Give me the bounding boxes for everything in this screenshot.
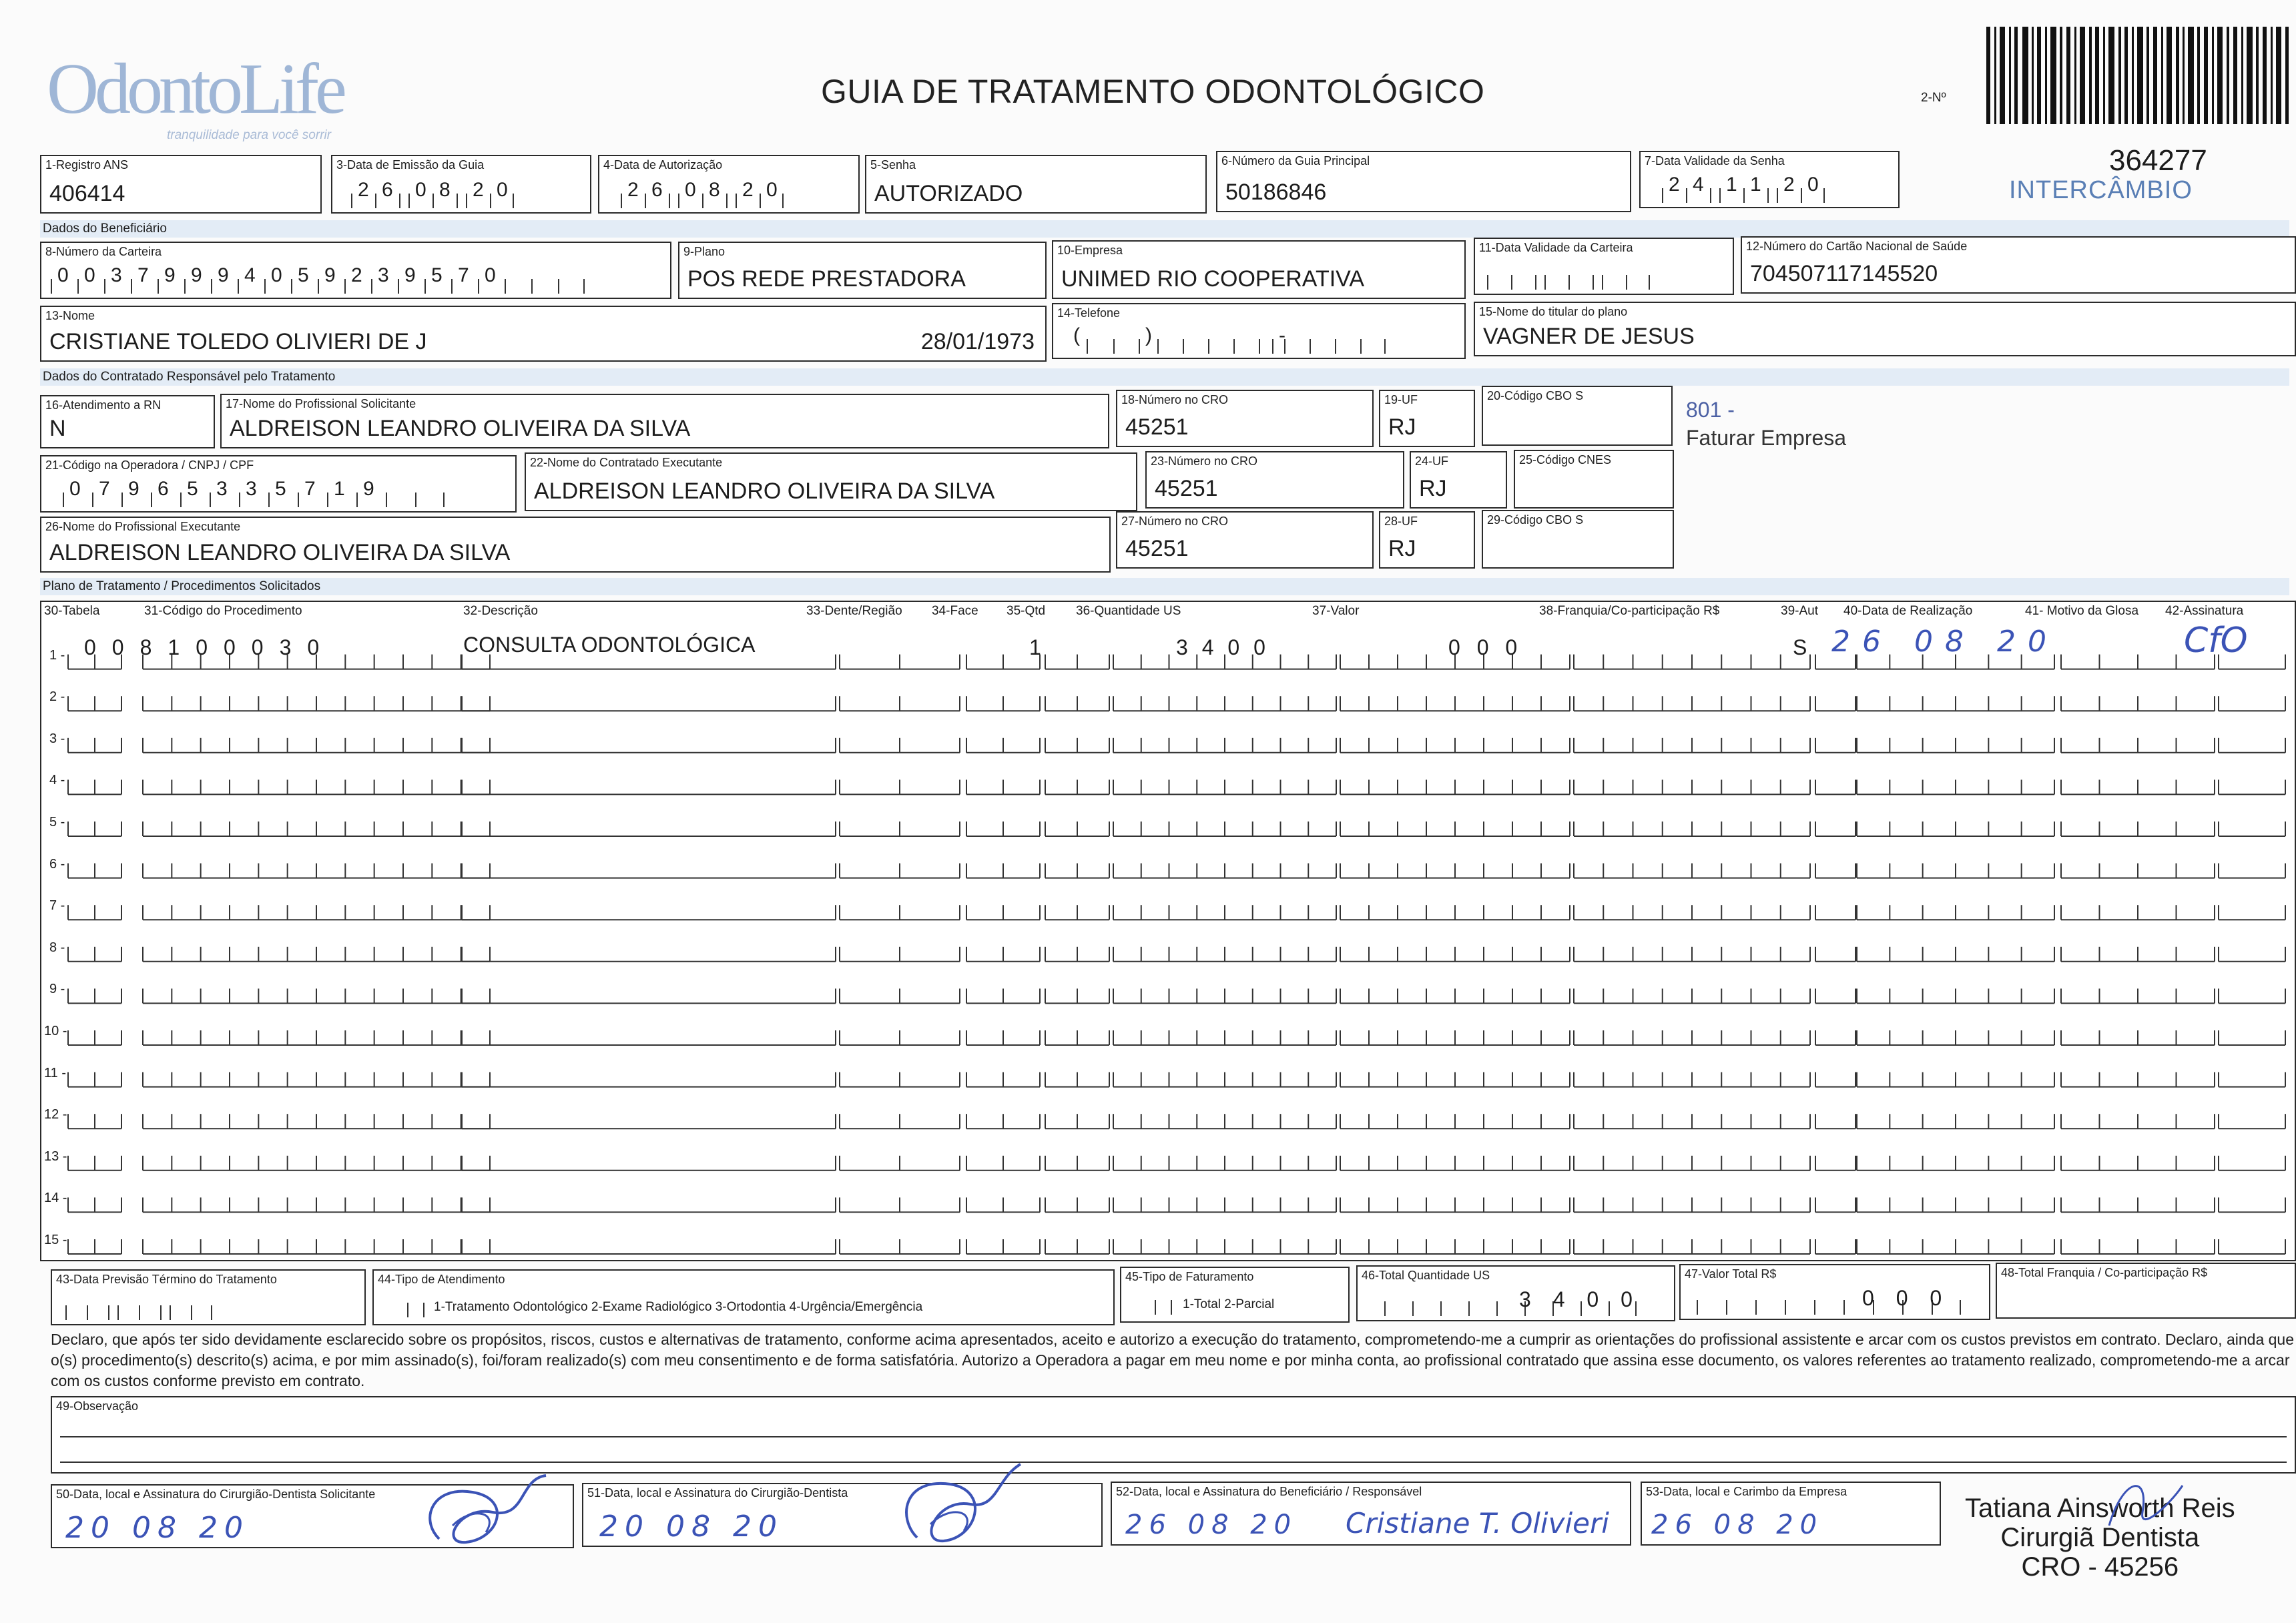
col-face: 34-Face — [932, 604, 978, 618]
registration-number: 364277 — [2109, 144, 2207, 177]
uf-executante-value: RJ — [1388, 536, 1416, 561]
row-number: 10 - — [44, 1024, 67, 1038]
field-nome[interactable]: 13-Nome CRISTIANE TOLEDO OLIVIERI DE J 28/01/1973 — [40, 306, 1047, 362]
field-total-qtd-us[interactable]: 46-Total Quantidade US 3 4 0 0 — [1356, 1265, 1675, 1321]
note-801: 801 - — [1686, 398, 1735, 422]
assinatura-beneficiario-date: 26 08 20 — [1125, 1510, 1298, 1540]
cro-solicitante-value: 45251 — [1125, 414, 1189, 440]
field-data-previsao[interactable]: 43-Data Previsão Término do Tratamento — [51, 1269, 366, 1325]
col-assinatura: 42-Assinatura — [2165, 604, 2244, 618]
procedures-grid — [41, 602, 2295, 1260]
row-number: 5 - — [49, 815, 65, 830]
field-cro-solicitante[interactable]: 18-Número no CRO 45251 — [1116, 390, 1374, 447]
row-number: 9 - — [49, 982, 65, 997]
declaration-text: Declaro, que após ter sido devidamente esclarecido sobre os propósitos, riscos, custos e alternativas de tratamento, conforme acima apresentados, aceito e autorizo a execução do tratamento, comprometendo-me a cumprir as orientações do profissional assistente e arcar com os custos previstos em contrato. Declaro, ainda que o(s) procedimento(s) descrito(s) acima, e por mim assinado(s), foi/foram realizado(s) com meu consentimento e de forma satisfatória. Autorizo a Operadora a pagar em meu nome e por minha conta, ao profissional contratado que assina esse documento, os valores referentes ao tratamento realizado, comprometendo-me a arcar com os custos conforme previsto em contrato. — [51, 1331, 2294, 1389]
field-contratado-executante[interactable]: 22-Nome do Contratado Executante ALDREISON LEANDRO OLIVEIRA DA SILVA — [525, 452, 1137, 511]
field-empresa[interactable]: 10-Empresa UNIMED RIO COOPERATIVA — [1052, 240, 1466, 299]
col-qtd: 35-Qtd — [1007, 604, 1046, 618]
odontolife-logo — [47, 49, 360, 153]
barcode-icon — [1986, 27, 2293, 124]
row1-aut: S — [1793, 635, 1807, 659]
cro-contratado-value: 45251 — [1155, 476, 1218, 501]
field-plano[interactable]: 9-Plano POS REDE PRESTADORA — [678, 242, 1047, 299]
cartao-nacional-value: 704507117145520 — [1750, 261, 1938, 286]
col-data-realizacao: 40-Data de Realização — [1843, 604, 1973, 618]
tipo-faturamento-options: 1-Total 2-Parcial — [1183, 1297, 1275, 1311]
uf-solicitante-value: RJ — [1388, 414, 1416, 440]
row1-data-realizacao: 26 08 20 — [1831, 625, 2058, 659]
field-cro-contratado[interactable]: 23-Número no CRO 45251 — [1145, 451, 1404, 509]
note-faturar-empresa: Faturar Empresa — [1686, 426, 1847, 450]
row-number: 11 - — [44, 1065, 66, 1080]
empresa-value: UNIMED RIO COOPERATIVA — [1061, 266, 1365, 292]
stamp-signature-icon — [2102, 1466, 2196, 1539]
row-number: 6 - — [49, 856, 65, 872]
signature-solicitante-icon — [412, 1466, 559, 1552]
field-cro-executante[interactable]: 27-Número no CRO 45251 — [1116, 511, 1374, 569]
signature-dentista-icon — [884, 1457, 1031, 1551]
field-valor-total[interactable]: 47-Valor Total R$ 0 0 0 — [1679, 1264, 1990, 1320]
nome-value: CRISTIANE TOLEDO OLIVIERI DE J — [49, 329, 427, 354]
assinatura-beneficiario-name: Cristiane T. Olivieri — [1346, 1507, 1609, 1540]
atendimento-rn-value: N — [49, 416, 66, 441]
field-cnes[interactable]: 25-Código CNES — [1514, 450, 1674, 509]
valor-total-value: 0 0 0 — [1862, 1286, 1950, 1310]
codigo-operadora-digits: 0 7 9 6 5 3 3 5 7 1 9 — [63, 480, 445, 507]
field-cartao-nacional[interactable]: 12-Número do Cartão Nacional de Saúde 704507117145520 — [1741, 236, 2296, 294]
field-telefone[interactable]: 14-Telefone ( ) - — [1052, 303, 1466, 359]
row-number: 8 - — [49, 940, 65, 955]
validade-senha-digits: 2 4 1 1 2 0 — [1662, 176, 1825, 203]
field-guia-principal[interactable]: 6-Número da Guia Principal 50186846 — [1216, 151, 1631, 212]
col-tabela: 30-Tabela — [44, 604, 100, 618]
field-cbo-solicitante[interactable]: 20-Código CBO S — [1482, 386, 1673, 446]
data-emissao-digits: 2 6 0 8 2 0 — [351, 182, 514, 208]
plano-value: POS REDE PRESTADORA — [687, 266, 966, 292]
row1-qtd-us: 3 4 0 0 — [1176, 635, 1269, 659]
row1-valor: 0 0 0 — [1448, 635, 1523, 659]
col-motivo-glosa: 41- Motivo da Glosa — [2025, 604, 2139, 618]
intercambio-label: INTERCÂMBIO — [2009, 176, 2193, 204]
col-qtd-us: 36-Quantidade US — [1076, 604, 1181, 618]
tipo-atendimento-options: 1-Tratamento Odontológico 2-Exame Radiológico 3-Ortodontia 4-Urgência/Emergência — [434, 1300, 923, 1314]
field-validade-senha[interactable]: 7-Data Validade da Senha 2 4 1 1 2 0 — [1639, 151, 1900, 208]
field-data-emissao[interactable]: 3-Data de Emissão da Guia 2 6 0 8 2 0 — [331, 155, 591, 214]
field-validade-carteira[interactable]: 11-Data Validade da Carteira — [1474, 238, 1734, 295]
assinatura-solicitante-date: 20 08 20 — [65, 1511, 250, 1545]
stamp-cro: CRO - 45256 — [2021, 1552, 2179, 1582]
stamp-role: Cirurgiã Dentista — [2000, 1523, 2200, 1552]
data-autorizacao-digits: 2 6 0 8 2 0 — [621, 182, 784, 208]
field-data-autorizacao[interactable]: 4-Data de Autorização 2 6 0 8 2 0 — [598, 155, 860, 214]
field-observacao[interactable]: 49-Observação — [51, 1396, 2296, 1474]
contratado-executante-value: ALDREISON LEANDRO OLIVEIRA DA SILVA — [534, 478, 995, 504]
col-franquia: 38-Franquia/Co-participação R$ — [1539, 604, 1720, 618]
senha-value: AUTORIZADO — [874, 181, 1023, 206]
field-atendimento-rn[interactable]: 16-Atendimento a RN N — [40, 395, 215, 448]
section-plano-tratamento: Plano de Tratamento / Procedimentos Solicitados — [40, 578, 2289, 595]
row1-qtd: 1 — [1029, 635, 1041, 659]
col-valor: 37-Valor — [1312, 604, 1360, 618]
numero-carteira-digits: 0 0 3 7 9 9 9 4 0 5 9 2 3 9 5 7 0 — [51, 267, 585, 294]
field-codigo-operadora[interactable]: 21-Código na Operadora / CNPJ / CPF 0 7 9 6 5 3 3 5 7 1 9 — [40, 455, 517, 513]
section-contratado: Dados do Contratado Responsável pelo Tratamento — [40, 368, 2289, 386]
logo-text: OdontoLife — [47, 49, 343, 129]
field-senha[interactable]: 5-Senha AUTORIZADO — [865, 155, 1207, 214]
row1-codigo: 008100030 — [84, 635, 336, 659]
col-dente: 33-Dente/Região — [806, 604, 902, 618]
field-cbo-executante[interactable]: 29-Código CBO S — [1482, 510, 1674, 569]
field-profissional-solicitante[interactable]: 17-Nome do Profissional Solicitante ALDREISON LEANDRO OLIVEIRA DA SILVA — [220, 394, 1109, 448]
row-number: 2 - — [49, 689, 65, 705]
field-assinatura-solicitante[interactable]: 50-Data, local e Assinatura do Cirurgião-Dentista Solicitante 20 08 20 — [51, 1484, 574, 1548]
row-number: 1 - — [49, 647, 65, 663]
row-number: 13 - — [44, 1149, 67, 1164]
field-numero-carteira[interactable]: 8-Número da Carteira 0 0 3 7 9 9 9 4 0 5 9 2 3 9 5 7 0 — [40, 242, 671, 299]
col-descricao: 32-Descrição — [463, 604, 538, 618]
field-tipo-atendimento[interactable]: 44-Tipo de Atendimento 1-Tratamento Odontológico 2-Exame Radiológico 3-Ortodontia 4-Urgência/Emergência — [372, 1269, 1115, 1325]
page-title: GUIA DE TRATAMENTO ODONTOLÓGICO — [821, 73, 1485, 110]
row-number: 4 - — [49, 773, 65, 788]
field-assinatura-beneficiario[interactable]: 52-Data, local e Assinatura do Beneficiário / Responsável 26 08 20 Cristiane T. Olivieri — [1111, 1482, 1631, 1546]
logo-tagline: tranquilidade para você sorrir — [167, 128, 332, 142]
assinatura-dentista-date: 20 08 20 — [599, 1510, 784, 1544]
field-uf-contratado[interactable]: 24-UF RJ — [1410, 451, 1507, 509]
titular-value: VAGNER DE JESUS — [1483, 324, 1695, 349]
field-carimbo-empresa[interactable]: 53-Data, local e Carimbo da Empresa 26 08 20 — [1641, 1482, 1941, 1546]
row-number: 3 - — [49, 731, 65, 746]
col-codigo: 31-Código do Procedimento — [144, 604, 302, 618]
stamp-name: Tatiana Ainsworth Reis — [1965, 1494, 2235, 1523]
doc-number-label: 2-Nº — [1921, 91, 1946, 105]
section-beneficiario: Dados do Beneficiário — [40, 220, 2289, 238]
registro-ans-value: 406414 — [49, 181, 125, 206]
field-uf-executante[interactable]: 28-UF RJ — [1379, 511, 1475, 569]
field-profissional-executante[interactable]: 26-Nome do Profissional Executante ALDREISON LEANDRO OLIVEIRA DA SILVA — [40, 517, 1111, 573]
total-qtd-us-value: 3 4 0 0 — [1519, 1287, 1641, 1311]
profissional-executante-value: ALDREISON LEANDRO OLIVEIRA DA SILVA — [49, 540, 511, 565]
row1-descricao: CONSULTA ODONTOLÓGICA — [463, 633, 756, 657]
col-aut: 39-Aut — [1781, 604, 1818, 618]
profissional-solicitante-value: ALDREISON LEANDRO OLIVEIRA DA SILVA — [230, 416, 691, 441]
uf-contratado-value: RJ — [1419, 476, 1447, 501]
row-number: 15 - — [44, 1233, 67, 1247]
data-nascimento-value: 28/01/1973 — [920, 329, 1035, 354]
field-uf-solicitante[interactable]: 19-UF RJ — [1379, 390, 1475, 447]
field-titular[interactable]: 15-Nome do titular do plano VAGNER DE JESUS — [1474, 302, 2296, 356]
guia-principal-value: 50186846 — [1225, 180, 1327, 205]
carimbo-empresa-date: 26 08 20 — [1651, 1510, 1824, 1540]
row-number: 12 - — [44, 1107, 67, 1122]
row-number: 14 - — [44, 1191, 67, 1206]
cro-executante-value: 45251 — [1125, 536, 1189, 561]
row-number: 7 - — [49, 898, 65, 914]
field-assinatura-dentista[interactable]: 51-Data, local e Assinatura do Cirurgião-Dentista 20 08 20 — [582, 1483, 1103, 1547]
procedures-table — [40, 601, 2296, 1261]
field-registro-ans[interactable]: 1-Registro ANS 406414 — [40, 155, 322, 214]
field-total-franquia[interactable]: 48-Total Franquia / Co-participação R$ — [1996, 1263, 2296, 1319]
field-tipo-faturamento[interactable]: 45-Tipo de Faturamento 1-Total 2-Parcial — [1120, 1267, 1350, 1323]
row1-assinatura: CfO — [2184, 621, 2248, 661]
